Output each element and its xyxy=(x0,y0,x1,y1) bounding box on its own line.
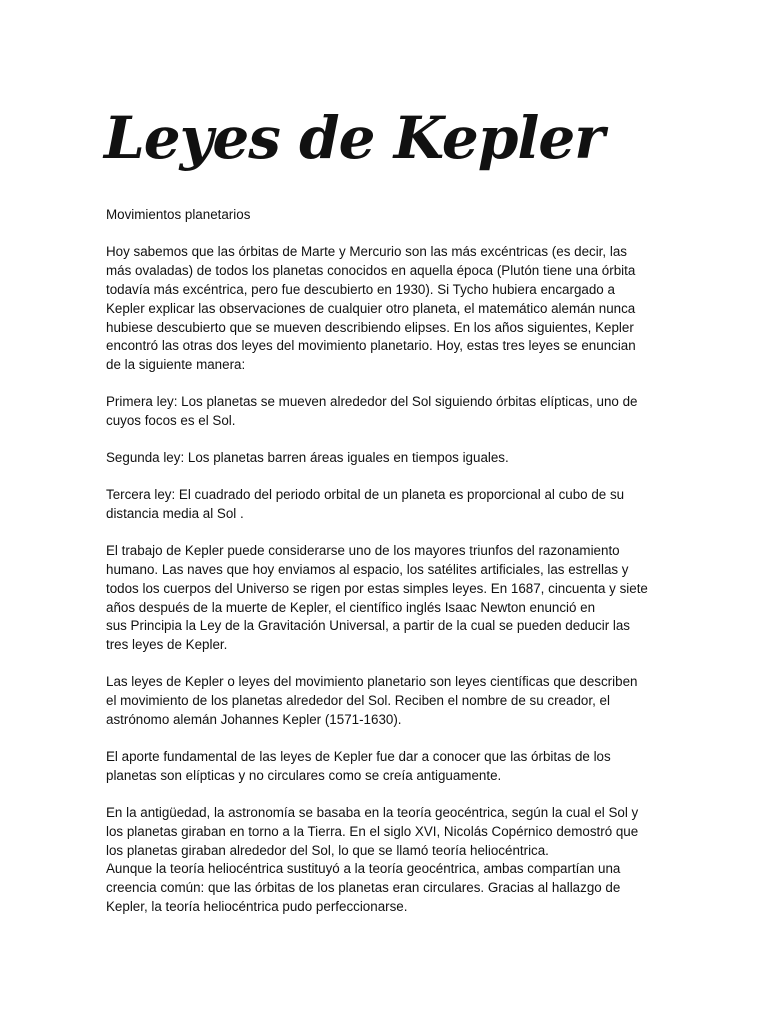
paragraph-definition xyxy=(106,673,666,730)
text-line: encontró las otras dos leyes del movimiento planetario. Hoy, estas tres leyes se enuncian xyxy=(106,338,636,354)
text-line: En la antigüedad, la astronomía se basaba en la teoría geocéntrica, según la cual el Sol y xyxy=(106,804,639,820)
paragraph-third-law xyxy=(106,486,666,524)
text-line: Kepler explicar las observaciones de cualquier otro planeta, el matemático alemán nunca xyxy=(106,300,636,316)
paragraph-intro xyxy=(106,243,666,375)
paragraph-kepler-work xyxy=(106,542,666,655)
text-line: todavía más excéntrica, pero fue descubierto en 1930). Si Tycho hubiera encargado a xyxy=(106,281,615,297)
text-line: cuyos focos es el Sol. xyxy=(106,413,236,429)
text-line: astrónomo alemán Johannes Kepler (1571-1630). xyxy=(106,712,402,728)
text-line: los planetas giraban alrededor del Sol, lo que se llamó teoría heliocéntrica. xyxy=(106,842,549,858)
text-line: hubiese descubierto que se mueven describiendo elipses. En los años siguientes, Kepler xyxy=(106,319,634,335)
document-body xyxy=(106,206,666,935)
text-line: más ovaladas) de todos los planetas conocidos en aquella época (Plutón tiene una órbita xyxy=(106,262,636,278)
document-title: Leyes de Kepler xyxy=(104,104,604,172)
text-line: de la siguiente manera: xyxy=(106,357,246,373)
text-line: tres leyes de Kepler. xyxy=(106,637,228,653)
text-line: Las leyes de Kepler o leyes del movimiento planetario son leyes científicas que describen xyxy=(106,674,638,690)
text-line: sus Principia la Ley de la Gravitación Universal, a partir de la cual se pueden deducir las xyxy=(106,618,631,634)
text-line: creencia común: que las órbitas de los planetas eran circulares. Gracias al hallazgo de xyxy=(106,880,621,896)
text-line: Kepler, la teoría heliocéntrica pudo perfeccionarse. xyxy=(106,899,408,915)
paragraph-contribution xyxy=(106,748,666,786)
text-line: todos los cuerpos del Universo se rigen por estas simples leyes. En 1687, cincuenta y siete xyxy=(106,580,648,596)
text-line: Primera ley: Los planetas se mueven alrededor del Sol siguiendo órbitas elípticas, uno de xyxy=(106,394,638,410)
text-line: el movimiento de los planetas alrededor del Sol. Reciben el nombre de su creador, el xyxy=(106,693,610,709)
paragraph-second-law xyxy=(106,449,666,468)
text-line: distancia media al Sol . xyxy=(106,505,244,521)
text-line: Tercera ley: El cuadrado del periodo orbital de un planeta es proporcional al cubo de su xyxy=(106,486,625,502)
text-line: humano. Las naves que hoy enviamos al espacio, los satélites artificiales, las estrellas y xyxy=(106,561,629,577)
text-line: El trabajo de Kepler puede considerarse uno de los mayores triunfos del razonamiento xyxy=(106,542,620,558)
text-line: años después de la muerte de Kepler, el científico inglés Isaac Newton enunció en xyxy=(106,599,596,615)
text-line: planetas son elípticas y no circulares como se creía antiguamente. xyxy=(106,767,502,783)
document-subtitle: Movimientos planetarios xyxy=(106,207,251,222)
text-line: Hoy sabemos que las órbitas de Marte y Mercurio son las más excéntricas (es decir, las xyxy=(106,243,627,259)
text-line: Aunque la teoría heliocéntrica sustituyó a la teoría geocéntrica, ambas compartían una xyxy=(106,861,621,877)
text-line: los planetas giraban en torno a la Tierra. En el siglo XVI, Nicolás Copérnico demostró que xyxy=(106,823,639,839)
paragraph-history xyxy=(106,804,666,917)
text-line: El aporte fundamental de las leyes de Kepler fue dar a conocer que las órbitas de los xyxy=(106,748,611,764)
text-line: Segunda ley: Los planetas barren áreas iguales en tiempos iguales. xyxy=(106,450,509,466)
paragraph-first-law xyxy=(106,393,666,431)
